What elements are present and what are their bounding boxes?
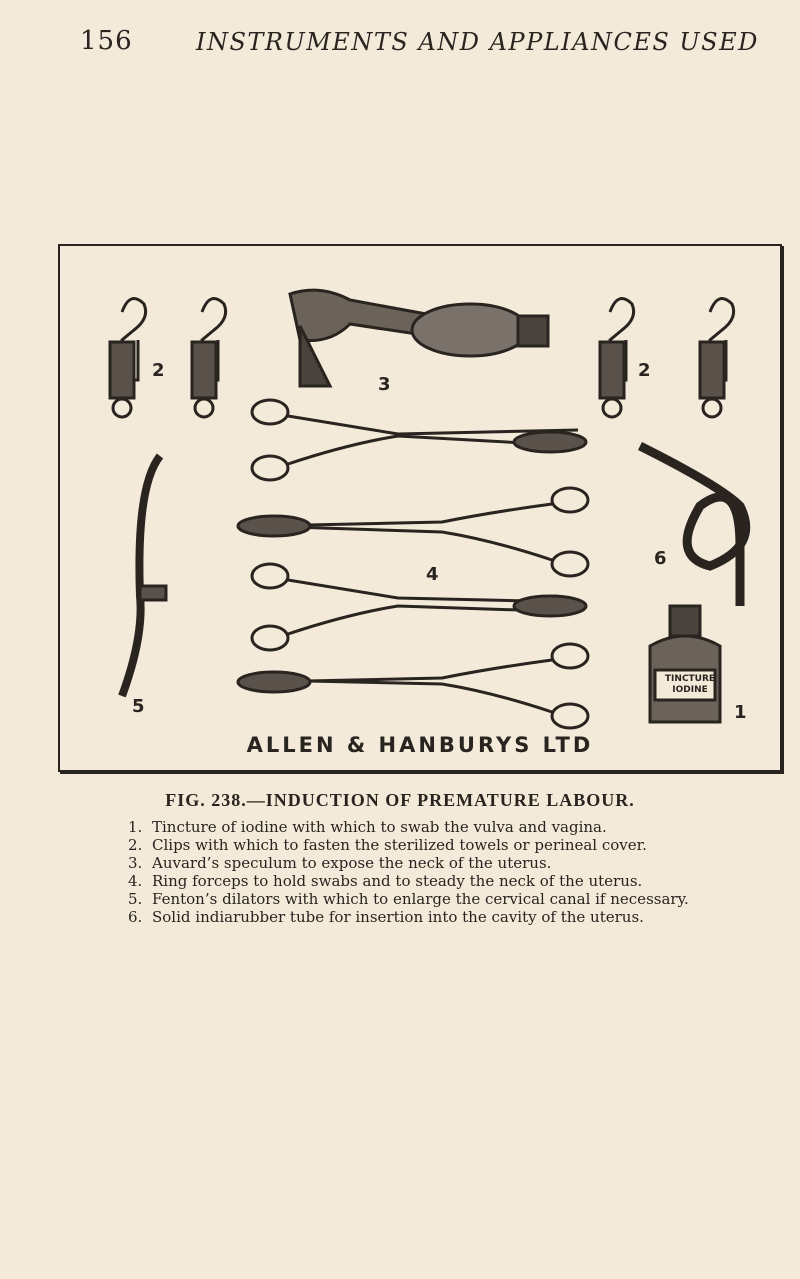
running-head: INSTRUMENTS AND APPLIANCES USED — [196, 28, 759, 56]
legend-item — [128, 908, 689, 926]
page-number: 156 — [80, 26, 133, 56]
towel-clip-right-a — [600, 299, 634, 417]
ring-forceps-2 — [238, 488, 588, 576]
towel-clip-left-b — [192, 299, 226, 417]
legend-number: 5. — [128, 890, 143, 908]
ring-forceps-3 — [252, 564, 586, 650]
legend-number: 6. — [128, 908, 143, 926]
label-speculum: 3 — [378, 374, 391, 395]
iodine-bottle — [650, 606, 720, 722]
ring-forceps-4 — [238, 644, 588, 728]
plate-credit: ALLEN & HANBURYS LTD — [246, 733, 594, 757]
figure-caption: FIG. 238.—INDUCTION OF PREMATURE LABOUR. — [165, 790, 635, 810]
bottle-label-line1: TINCTURE — [664, 674, 716, 684]
label-iodine: 1 — [734, 702, 747, 723]
towel-clip-left-a — [110, 299, 146, 417]
fenton-dilator — [122, 456, 166, 696]
label-tube: 6 — [654, 548, 667, 569]
legend-text: Solid indiarubber tube for insertion into the cavity of the uterus. — [152, 908, 644, 926]
label-clips-right: 2 — [638, 360, 651, 381]
legend-item — [128, 854, 689, 872]
figure-legend — [128, 818, 689, 926]
legend-item — [128, 818, 689, 836]
legend-item — [128, 836, 689, 854]
legend-number: 2. — [128, 836, 143, 854]
legend-text: Auvard’s speculum to expose the neck of the uterus. — [152, 854, 552, 872]
legend-item — [128, 872, 689, 890]
speculum-drawing — [290, 290, 548, 386]
legend-text: Clips with which to fasten the sterilized towels or perineal cover. — [152, 836, 647, 854]
legend-text: Ring forceps to hold swabs and to steady the neck of the uterus. — [152, 872, 643, 890]
bottle-label — [655, 674, 725, 696]
label-forceps: 4 — [426, 564, 439, 585]
legend-item — [128, 890, 689, 908]
ring-forceps-1 — [252, 400, 586, 480]
legend-number: 4. — [128, 872, 143, 890]
legend-number: 1. — [128, 818, 143, 836]
bottle-label-line2: IODINE — [672, 685, 708, 695]
label-clips-left: 2 — [152, 360, 165, 381]
legend-number: 3. — [128, 854, 143, 872]
towel-clip-right-b — [700, 299, 734, 417]
rubber-tube — [640, 446, 746, 606]
instrument-plate — [58, 244, 782, 772]
legend-text: Fenton’s dilators with which to enlarge the cervical canal if necessary. — [152, 890, 689, 908]
label-dilators: 5 — [132, 696, 145, 717]
legend-text: Tincture of iodine with which to swab the vulva and vagina. — [152, 818, 607, 836]
